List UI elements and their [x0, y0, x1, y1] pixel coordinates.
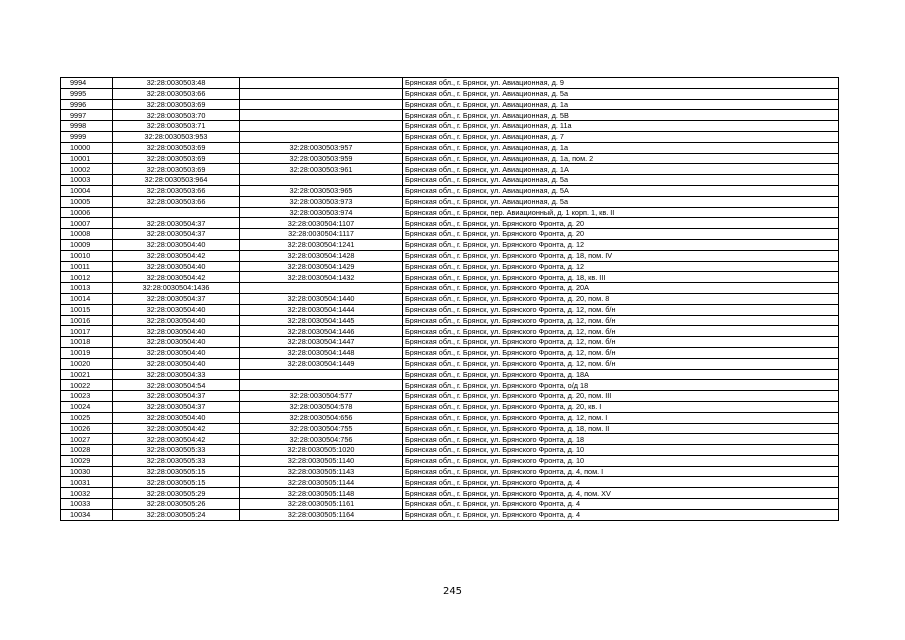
row-number-cell: 10025 — [61, 412, 113, 423]
address-cell: Брянская обл., г. Брянск, ул. Брянского Фронта, д. 18А — [403, 369, 839, 380]
cadastral-number-cell: 32:28:0030505:26 — [113, 499, 240, 510]
table-row — [61, 229, 839, 240]
address-cell: Брянская обл., г. Брянск, ул. Брянского Фронта, д. 4 — [403, 477, 839, 488]
address-cell: Брянская обл., г. Брянск, ул. Брянского Фронта, д. 20А — [403, 283, 839, 294]
cadastral-number-cell: 32:28:0030503:66 — [113, 88, 240, 99]
row-number-cell: 10021 — [61, 369, 113, 380]
cadastral-number-cell: 32:28:0030504:42 — [113, 434, 240, 445]
cadastral-number-cell: 32:28:0030503:48 — [113, 78, 240, 89]
row-number-cell: 10034 — [61, 509, 113, 520]
row-number-cell: 10004 — [61, 185, 113, 196]
row-number-cell: 10013 — [61, 283, 113, 294]
table-row — [61, 412, 839, 423]
address-cell: Брянская обл., г. Брянск, ул. Брянского Фронта, д. 4 — [403, 499, 839, 510]
object-cadastral-number-cell — [240, 380, 403, 391]
row-number-cell: 9998 — [61, 121, 113, 132]
cadastral-number-cell: 32:28:0030504:40 — [113, 261, 240, 272]
address-cell: Брянская обл., г. Брянск, ул. Авиационная, д. 7 — [403, 131, 839, 142]
row-number-cell: 10019 — [61, 347, 113, 358]
row-number-cell: 10026 — [61, 423, 113, 434]
object-cadastral-number-cell: 32:28:0030504:577 — [240, 391, 403, 402]
cadastral-number-cell: 32:28:0030505:33 — [113, 445, 240, 456]
object-cadastral-number-cell: 32:28:0030503:974 — [240, 207, 403, 218]
table-row — [61, 175, 839, 186]
cadastral-number-cell: 32:28:0030504:37 — [113, 229, 240, 240]
address-cell: Брянская обл., г. Брянск, ул. Брянского Фронта, д. 12, пом. б/н — [403, 358, 839, 369]
address-cell: Брянская обл., г. Брянск, ул. Брянского Фронта, д. 12, пом. I — [403, 412, 839, 423]
cadastral-number-cell: 32:28:0030504:40 — [113, 304, 240, 315]
cadastral-number-cell: 32:28:0030504:33 — [113, 369, 240, 380]
cadastral-number-cell: 32:28:0030503:953 — [113, 131, 240, 142]
cadastral-number-cell: 32:28:0030504:37 — [113, 401, 240, 412]
address-cell: Брянская обл., г. Брянск, ул. Авиационная, д. 1а — [403, 142, 839, 153]
cadastral-number-cell: 32:28:0030504:42 — [113, 250, 240, 261]
table-row — [61, 218, 839, 229]
object-cadastral-number-cell — [240, 110, 403, 121]
object-cadastral-number-cell: 32:28:0030503:973 — [240, 196, 403, 207]
object-cadastral-number-cell: 32:28:0030504:1429 — [240, 261, 403, 272]
table-row — [61, 78, 839, 89]
table-row — [61, 239, 839, 250]
table-row — [61, 207, 839, 218]
registry-table — [60, 77, 839, 521]
address-cell: Брянская обл., г. Брянск, ул. Брянского Фронта, д. 12, пом. б/н — [403, 315, 839, 326]
cadastral-number-cell: 32:28:0030504:40 — [113, 315, 240, 326]
address-cell: Брянская обл., г. Брянск, ул. Брянского Фронта, о/д 18 — [403, 380, 839, 391]
row-number-cell: 10031 — [61, 477, 113, 488]
cadastral-number-cell: 32:28:0030504:40 — [113, 337, 240, 348]
cadastral-number-cell: 32:28:0030504:40 — [113, 358, 240, 369]
address-cell: Брянская обл., г. Брянск, ул. Авиационная, д. 9 — [403, 78, 839, 89]
address-cell: Брянская обл., г. Брянск, ул. Брянского Фронта, д. 18, пом. II — [403, 423, 839, 434]
table-row — [61, 466, 839, 477]
address-cell: Брянская обл., г. Брянск, ул. Брянского Фронта, д. 18, пом. IV — [403, 250, 839, 261]
cadastral-number-cell: 32:28:0030504:37 — [113, 391, 240, 402]
table-row — [61, 358, 839, 369]
address-cell: Брянская обл., г. Брянск, ул. Брянского Фронта, д. 4, пом. XV — [403, 488, 839, 499]
cadastral-number-cell: 32:28:0030504:42 — [113, 272, 240, 283]
object-cadastral-number-cell — [240, 88, 403, 99]
table-row — [61, 499, 839, 510]
address-cell: Брянская обл., г. Брянск, ул. Авиационная, д. 1А — [403, 164, 839, 175]
row-number-cell: 10003 — [61, 175, 113, 186]
row-number-cell: 10016 — [61, 315, 113, 326]
row-number-cell: 10022 — [61, 380, 113, 391]
address-cell: Брянская обл., г. Брянск, ул. Брянского Фронта, д. 12, пом. б/н — [403, 337, 839, 348]
cadastral-number-cell: 32:28:0030504:40 — [113, 347, 240, 358]
object-cadastral-number-cell: 32:28:0030505:1143 — [240, 466, 403, 477]
table-row — [61, 445, 839, 456]
object-cadastral-number-cell — [240, 369, 403, 380]
address-cell: Брянская обл., г. Брянск, ул. Авиационная, д. 11а — [403, 121, 839, 132]
address-cell: Брянская обл., г. Брянск, ул. Брянского Фронта, д. 20, пом. III — [403, 391, 839, 402]
cadastral-number-cell: 32:28:0030503:964 — [113, 175, 240, 186]
row-number-cell: 10006 — [61, 207, 113, 218]
row-number-cell: 10010 — [61, 250, 113, 261]
table-row — [61, 164, 839, 175]
table-row — [61, 142, 839, 153]
object-cadastral-number-cell: 32:28:0030503:957 — [240, 142, 403, 153]
row-number-cell: 10002 — [61, 164, 113, 175]
cadastral-number-cell: 32:28:0030503:70 — [113, 110, 240, 121]
address-cell: Брянская обл., г. Брянск, ул. Брянского Фронта, д. 12 — [403, 239, 839, 250]
cadastral-number-cell: 32:28:0030504:40 — [113, 239, 240, 250]
cadastral-number-cell — [113, 207, 240, 218]
address-cell: Брянская обл., г. Брянск, ул. Авиационная, д. 5а — [403, 196, 839, 207]
object-cadastral-number-cell — [240, 121, 403, 132]
object-cadastral-number-cell: 32:28:0030505:1140 — [240, 455, 403, 466]
cadastral-number-cell: 32:28:0030505:33 — [113, 455, 240, 466]
row-number-cell: 10024 — [61, 401, 113, 412]
object-cadastral-number-cell — [240, 283, 403, 294]
table-row — [61, 121, 839, 132]
table-row — [61, 315, 839, 326]
object-cadastral-number-cell: 32:28:0030503:965 — [240, 185, 403, 196]
table-row — [61, 293, 839, 304]
object-cadastral-number-cell: 32:28:0030505:1161 — [240, 499, 403, 510]
row-number-cell: 10005 — [61, 196, 113, 207]
object-cadastral-number-cell — [240, 131, 403, 142]
address-cell: Брянская обл., г. Брянск, ул. Авиационная, д. 5а — [403, 175, 839, 186]
table-row — [61, 488, 839, 499]
row-number-cell: 10033 — [61, 499, 113, 510]
object-cadastral-number-cell — [240, 175, 403, 186]
address-cell: Брянская обл., г. Брянск, ул. Брянского Фронта, д. 4 — [403, 509, 839, 520]
table-row — [61, 153, 839, 164]
table-row — [61, 196, 839, 207]
row-number-cell: 10001 — [61, 153, 113, 164]
object-cadastral-number-cell: 32:28:0030504:1445 — [240, 315, 403, 326]
row-number-cell: 9995 — [61, 88, 113, 99]
table-row — [61, 250, 839, 261]
row-number-cell: 10012 — [61, 272, 113, 283]
address-cell: Брянская обл., г. Брянск, ул. Брянского Фронта, д. 18, кв. III — [403, 272, 839, 283]
address-cell: Брянская обл., г. Брянск, пер. Авиационный, д. 1 корп. 1, кв. II — [403, 207, 839, 218]
table-row — [61, 477, 839, 488]
row-number-cell: 10008 — [61, 229, 113, 240]
object-cadastral-number-cell: 32:28:0030504:1241 — [240, 239, 403, 250]
address-cell: Брянская обл., г. Брянск, ул. Брянского Фронта, д. 4, пом. I — [403, 466, 839, 477]
object-cadastral-number-cell: 32:28:0030505:1164 — [240, 509, 403, 520]
row-number-cell: 10029 — [61, 455, 113, 466]
cadastral-number-cell: 32:28:0030505:15 — [113, 477, 240, 488]
cadastral-number-cell: 32:28:0030503:66 — [113, 196, 240, 207]
object-cadastral-number-cell: 32:28:0030505:1020 — [240, 445, 403, 456]
address-cell: Брянская обл., г. Брянск, ул. Авиационная, д. 5а — [403, 88, 839, 99]
cadastral-number-cell: 32:28:0030504:54 — [113, 380, 240, 391]
address-cell: Брянская обл., г. Брянск, ул. Авиационная, д. 1а, пом. 2 — [403, 153, 839, 164]
row-number-cell: 9997 — [61, 110, 113, 121]
table-row — [61, 185, 839, 196]
page-number: 245 — [442, 586, 463, 597]
address-cell: Брянская обл., г. Брянск, ул. Брянского Фронта, д. 20 — [403, 229, 839, 240]
cadastral-number-cell: 32:28:0030504:37 — [113, 293, 240, 304]
address-cell: Брянская обл., г. Брянск, ул. Брянского Фронта, д. 18 — [403, 434, 839, 445]
cadastral-number-cell: 32:28:0030505:24 — [113, 509, 240, 520]
object-cadastral-number-cell: 32:28:0030504:756 — [240, 434, 403, 445]
row-number-cell: 10032 — [61, 488, 113, 499]
object-cadastral-number-cell: 32:28:0030504:1449 — [240, 358, 403, 369]
table-row — [61, 272, 839, 283]
row-number-cell: 9996 — [61, 99, 113, 110]
object-cadastral-number-cell — [240, 78, 403, 89]
address-cell: Брянская обл., г. Брянск, ул. Авиационная, д. 5А — [403, 185, 839, 196]
cadastral-number-cell: 32:28:0030505:29 — [113, 488, 240, 499]
row-number-cell: 10007 — [61, 218, 113, 229]
address-cell: Брянская обл., г. Брянск, ул. Брянского Фронта, д. 12, пом. б/н — [403, 326, 839, 337]
object-cadastral-number-cell — [240, 99, 403, 110]
table-row — [61, 347, 839, 358]
table-row — [61, 337, 839, 348]
row-number-cell: 10027 — [61, 434, 113, 445]
cadastral-number-cell: 32:28:0030503:69 — [113, 142, 240, 153]
object-cadastral-number-cell: 32:28:0030505:1148 — [240, 488, 403, 499]
table-row — [61, 88, 839, 99]
cadastral-number-cell: 32:28:0030503:71 — [113, 121, 240, 132]
object-cadastral-number-cell: 32:28:0030504:1440 — [240, 293, 403, 304]
row-number-cell: 10020 — [61, 358, 113, 369]
row-number-cell: 10023 — [61, 391, 113, 402]
table-row — [61, 391, 839, 402]
table-row — [61, 455, 839, 466]
cadastral-number-cell: 32:28:0030505:15 — [113, 466, 240, 477]
object-cadastral-number-cell: 32:28:0030504:656 — [240, 412, 403, 423]
row-number-cell: 9999 — [61, 131, 113, 142]
object-cadastral-number-cell: 32:28:0030503:959 — [240, 153, 403, 164]
table-row — [61, 99, 839, 110]
row-number-cell: 10017 — [61, 326, 113, 337]
address-cell: Брянская обл., г. Брянск, ул. Брянского Фронта, д. 10 — [403, 455, 839, 466]
object-cadastral-number-cell: 32:28:0030504:1448 — [240, 347, 403, 358]
cadastral-number-cell: 32:28:0030503:69 — [113, 164, 240, 175]
row-number-cell: 10030 — [61, 466, 113, 477]
cadastral-number-cell: 32:28:0030504:1436 — [113, 283, 240, 294]
cadastral-number-cell: 32:28:0030503:69 — [113, 99, 240, 110]
table-row — [61, 283, 839, 294]
object-cadastral-number-cell: 32:28:0030504:1444 — [240, 304, 403, 315]
cadastral-number-cell: 32:28:0030504:42 — [113, 423, 240, 434]
cadastral-number-cell: 32:28:0030504:37 — [113, 218, 240, 229]
table-row — [61, 509, 839, 520]
row-number-cell: 10011 — [61, 261, 113, 272]
address-cell: Брянская обл., г. Брянск, ул. Брянского Фронта, д. 12, пом. б/н — [403, 304, 839, 315]
address-cell: Брянская обл., г. Брянск, ул. Брянского Фронта, д. 20, пом. 8 — [403, 293, 839, 304]
address-cell: Брянская обл., г. Брянск, ул. Брянского Фронта, д. 20, кв. I — [403, 401, 839, 412]
cadastral-number-cell: 32:28:0030503:69 — [113, 153, 240, 164]
object-cadastral-number-cell: 32:28:0030505:1144 — [240, 477, 403, 488]
address-cell: Брянская обл., г. Брянск, ул. Авиационная, д. 1а — [403, 99, 839, 110]
registry-table-body — [61, 78, 839, 521]
row-number-cell: 9994 — [61, 78, 113, 89]
address-cell: Брянская обл., г. Брянск, ул. Брянского Фронта, д. 12 — [403, 261, 839, 272]
object-cadastral-number-cell: 32:28:0030504:1432 — [240, 272, 403, 283]
cadastral-number-cell: 32:28:0030503:66 — [113, 185, 240, 196]
cadastral-number-cell: 32:28:0030504:40 — [113, 326, 240, 337]
table-row — [61, 401, 839, 412]
row-number-cell: 10009 — [61, 239, 113, 250]
table-row — [61, 131, 839, 142]
address-cell: Брянская обл., г. Брянск, ул. Брянского Фронта, д. 12, пом. б/н — [403, 347, 839, 358]
table-row — [61, 434, 839, 445]
object-cadastral-number-cell: 32:28:0030504:1107 — [240, 218, 403, 229]
table-row — [61, 110, 839, 121]
row-number-cell: 10000 — [61, 142, 113, 153]
row-number-cell: 10028 — [61, 445, 113, 456]
table-row — [61, 423, 839, 434]
object-cadastral-number-cell: 32:28:0030504:1447 — [240, 337, 403, 348]
object-cadastral-number-cell: 32:28:0030504:1117 — [240, 229, 403, 240]
table-row — [61, 380, 839, 391]
table-row — [61, 369, 839, 380]
address-cell: Брянская обл., г. Брянск, ул. Брянского Фронта, д. 10 — [403, 445, 839, 456]
cadastral-number-cell: 32:28:0030504:40 — [113, 412, 240, 423]
address-cell: Брянская обл., г. Брянск, ул. Брянского Фронта, д. 20 — [403, 218, 839, 229]
object-cadastral-number-cell: 32:28:0030504:755 — [240, 423, 403, 434]
row-number-cell: 10015 — [61, 304, 113, 315]
object-cadastral-number-cell: 32:28:0030504:1446 — [240, 326, 403, 337]
object-cadastral-number-cell: 32:28:0030503:961 — [240, 164, 403, 175]
table-row — [61, 304, 839, 315]
address-cell: Брянская обл., г. Брянск, ул. Авиационная, д. 5В — [403, 110, 839, 121]
object-cadastral-number-cell: 32:28:0030504:1428 — [240, 250, 403, 261]
object-cadastral-number-cell: 32:28:0030504:578 — [240, 401, 403, 412]
table-row — [61, 261, 839, 272]
table-row — [61, 326, 839, 337]
row-number-cell: 10018 — [61, 337, 113, 348]
row-number-cell: 10014 — [61, 293, 113, 304]
